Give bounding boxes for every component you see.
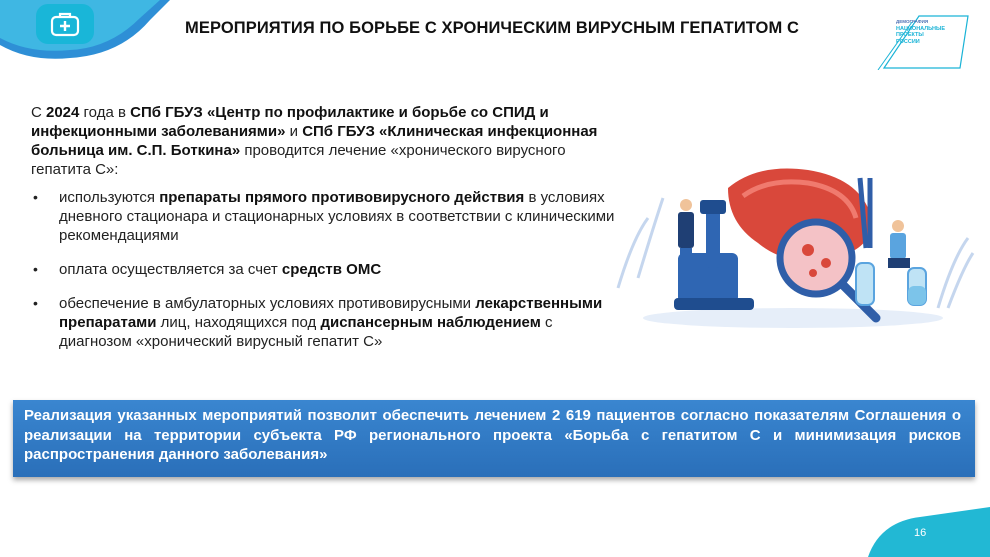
summary-banner: Реализация указанных мероприятий позволит обеспечить лечением 2 619 пациентов согласно показателям Соглашения о реализации на территории субъекта РФ регионального проекта «Борьба с гепатитом С и минимизация рисков распространения данного заболевания»: [13, 400, 975, 477]
list-item: [31, 188, 616, 245]
liver-research-illustration: [608, 158, 978, 338]
bullet-text: лиц, находящихся под: [156, 314, 321, 331]
organization-1: СПб ГБУЗ «Центр по профилактике и борьбе со СПИД и инфекционными заболеваниями»: [31, 104, 549, 140]
list-item: [31, 260, 616, 279]
intro-year: 2024: [46, 104, 80, 121]
bullet-text: используются: [59, 189, 160, 206]
brand-text: [896, 19, 945, 45]
bullet-text: обеспечение в амбулаторных условиях противовирусными: [59, 295, 476, 312]
intro-text: проводится лечение «хронического вирусного гепатита С»:: [31, 142, 566, 178]
brand-line2: НАЦИОНАЛЬНЫЕ: [896, 25, 946, 32]
bullet-highlight: лекарственными препаратами: [59, 295, 603, 331]
list-item: [31, 294, 616, 351]
brand-line4: РОССИИ: [896, 38, 920, 45]
intro-text: года в: [79, 104, 131, 121]
intro-paragraph: [31, 103, 616, 179]
bullet-highlight: средств ОМС: [281, 261, 382, 278]
bullet-text: оплата осуществляется за счет: [59, 261, 282, 278]
page-title: МЕРОПРИЯТИЯ ПО БОРЬБЕ С ХРОНИЧЕСКИМ ВИРУСНЫМ ГЕПАТИТОМ С: [185, 19, 800, 37]
medical-kit-icon: [36, 4, 94, 44]
bullet-text: в условиях дневного стационара и стационарных условиях в соответствии с клиническими рекомендациями: [59, 189, 615, 244]
bullet-list: [31, 188, 616, 351]
intro-text: и: [285, 123, 303, 140]
organization-2: СПб ГБУЗ «Клиническая инфекционная больница им. С.П. Боткина»: [31, 123, 598, 159]
bullet-highlight: препараты прямого противовирусного действия: [159, 189, 525, 206]
intro-text: С: [31, 104, 46, 121]
main-content: [31, 103, 616, 366]
brand-line1: ДЕМОГРАФИЯ: [896, 19, 929, 24]
bullet-text: с диагнозом «хронический вирусный гепатит С»: [59, 314, 553, 350]
bullet-highlight: диспансерным наблюдением: [320, 314, 541, 331]
brand-line3: ПРОЕКТЫ: [896, 32, 924, 38]
page-number: 16: [914, 527, 927, 539]
